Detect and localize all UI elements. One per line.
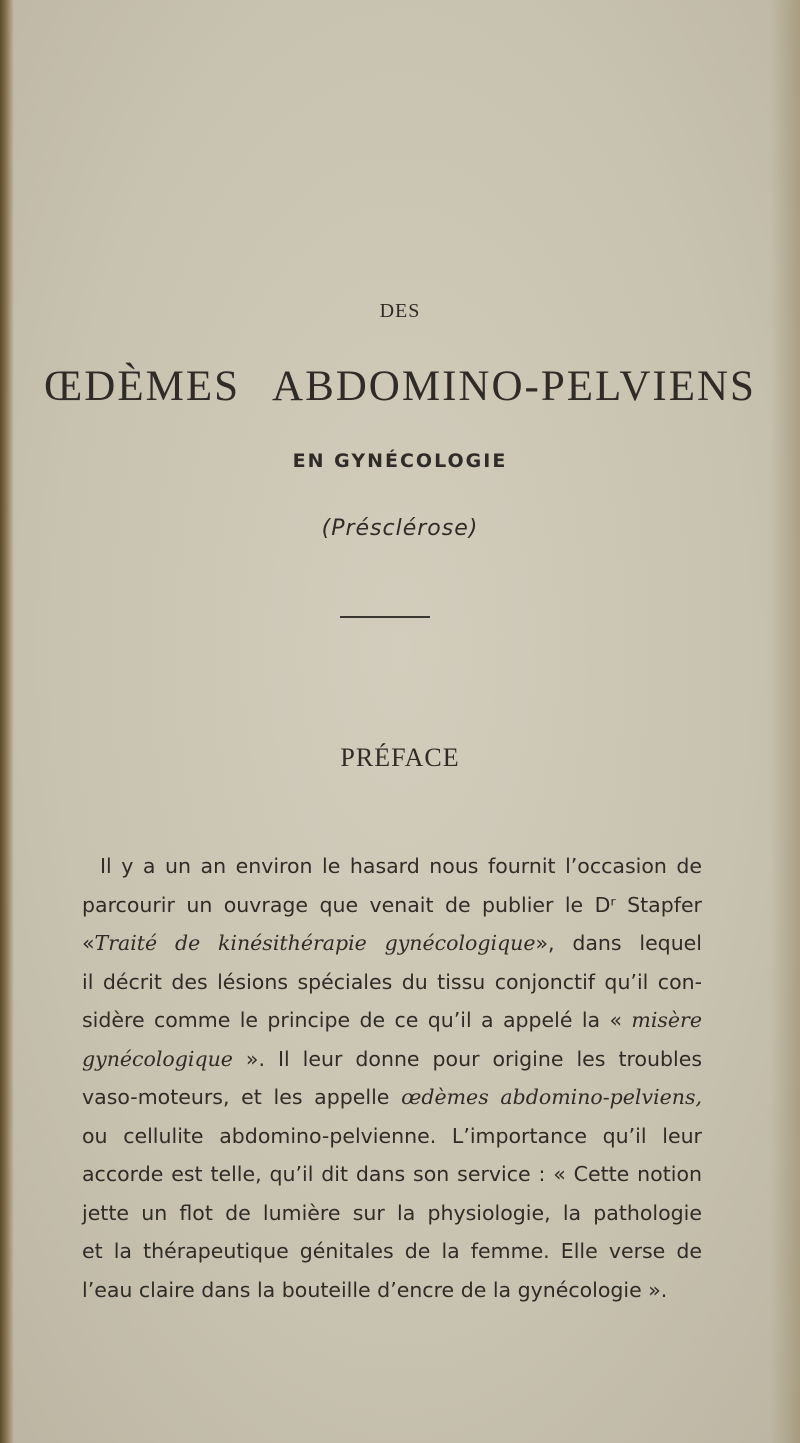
preface-line-12: l’eau claire dans la bouteille d’encre de la gynécologie ». (82, 1277, 668, 1302)
preface-line-5 (82, 1001, 702, 1040)
page-binding-edge (0, 0, 14, 1443)
quote-close: », dans lequel (535, 931, 702, 955)
preface-line-8: ou cellulite abdomino-pelvienne. L’importance qu’il leur (82, 1123, 702, 1148)
page-shadow-edge (770, 0, 800, 1443)
preface-line-6-text: ». Il leur donne pour origine les troubles (232, 1046, 702, 1071)
preface-line-1: Il y a un an environ le hasard nous fournit l’occasion de (100, 854, 702, 878)
preface-line-5-italic: misère (631, 1008, 702, 1032)
preface-line-2: parcourir un ouvrage que venait de publier le Dʳ Stapfer (82, 892, 702, 917)
preface-line-7 (82, 1078, 702, 1117)
preface-line-10: jette un flot de lumière sur la physiologie, la pathologie (82, 1200, 702, 1225)
title-prefix: DES (379, 300, 421, 322)
main-title-word-1: ŒDÈMES (44, 363, 241, 410)
preface-line-11: et la thérapeutique génitales de la femme. Elle verse de (82, 1239, 702, 1263)
preface-line-3 (82, 924, 702, 963)
section-heading: PRÉFACE (340, 743, 460, 772)
subtitle: EN GYNÉCOLOGIE (292, 450, 508, 472)
main-title (0, 362, 800, 411)
divider-rule (340, 616, 430, 618)
quote-open: « (82, 931, 95, 955)
preface-line-4: il décrit des lésions spéciales du tissu conjonctif qu’il con- (82, 969, 702, 994)
preface-body (82, 847, 702, 1309)
preface-line-6-italic: gynécologique (82, 1046, 233, 1071)
subject-line: (Présclérose) (321, 516, 479, 541)
preface-line-6 (82, 1040, 702, 1079)
main-title-word-2: ABDOMINO-PELVIENS (272, 363, 756, 410)
cited-work-title: Traité de kinésithérapie gynécologique (94, 931, 536, 955)
preface-line-7-text: vaso-moteurs, et les appelle (82, 1085, 402, 1109)
preface-line-7-italic: œdèmes abdomino-pelviens, (401, 1085, 702, 1109)
preface-line-9: accorde est telle, qu’il dit dans son service : « Cette notion (82, 1162, 702, 1186)
preface-line-5-text: sidère comme le principe de ce qu’il a appelé la « (82, 1008, 623, 1032)
